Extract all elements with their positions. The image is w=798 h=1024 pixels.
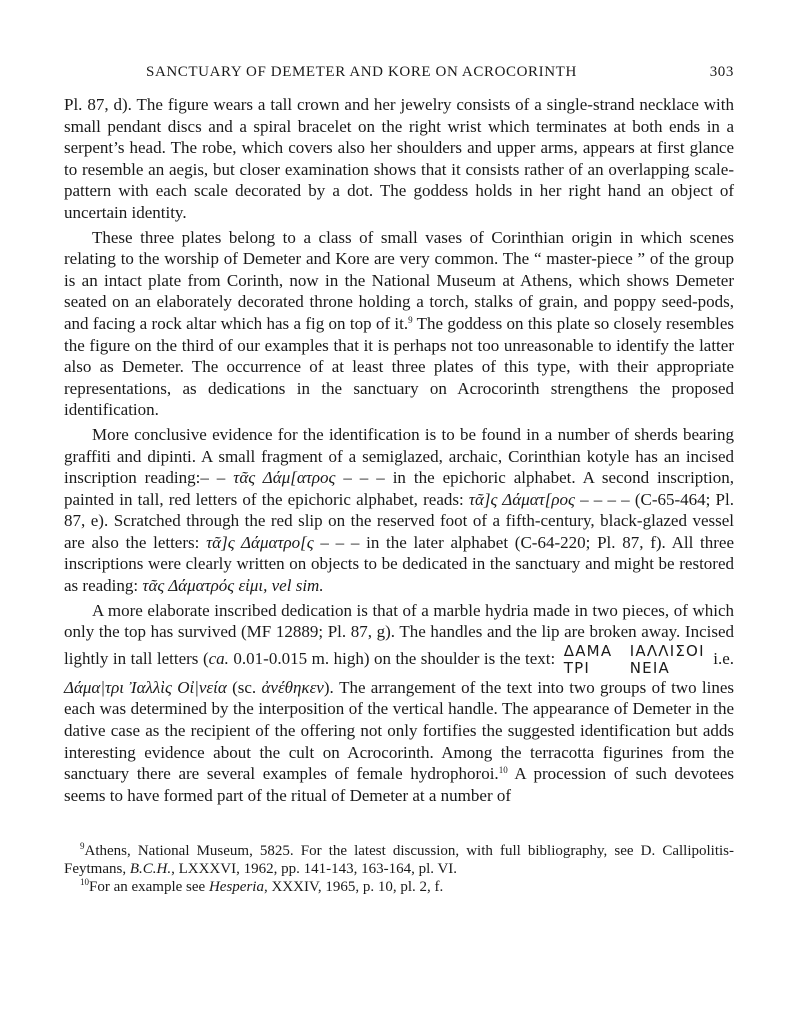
paragraph-4-text-c: i.e. — [708, 648, 734, 668]
greek-verb: ἀνέθηκεν — [261, 677, 324, 697]
paragraph-3-text-b: in the epichoric alphabet. A second inscription, painted in tall, red letters of the epichoric alphabet, reads: — [64, 468, 734, 509]
greek-inscription-1: τᾶς Δάμ[ατρος – – – — [233, 468, 385, 488]
paragraph-4-text-f: A procession of such devotees seems to have formed part of the ritual of Demeter at a number of — [64, 764, 735, 805]
footnote-9-text-b: , LXXXVI, 1962, pp. 141-143, 163-164, pl. VI. — [171, 861, 458, 878]
paragraph-3 — [64, 424, 734, 597]
footnote-ref-9: 9 — [408, 314, 413, 325]
paragraph-4-text-d: (sc. — [226, 677, 262, 697]
paragraph-3-text-d: in the later alphabet (C-64-220; Pl. 87, f). All three inscriptions were clearly written on objects to be dedicated in the sanctuary and might be restored as reading: — [64, 532, 734, 596]
footnote-10-journal: Hesperia — [208, 879, 264, 896]
greek-restoration: τᾶς Δάματρός εἰμι, — [142, 576, 268, 596]
footnotes — [64, 842, 734, 896]
footnote-9-journal: B.C.H. — [129, 861, 172, 878]
inscription-line-2-right: ΝΕΙΑ — [629, 658, 670, 677]
greek-reading: Δάμα|τρι Ἰαλλὶς Οἰ|νεία — [64, 677, 227, 697]
paragraph-4 — [64, 600, 734, 807]
page — [64, 64, 734, 896]
inscription-line-1-left: ΔΑΜΑ — [563, 641, 613, 660]
paragraph-4-text-b: 0.01-0.015 m. high) on the shoulder is the text: — [228, 648, 560, 668]
inscription-line-1 — [564, 642, 705, 660]
footnote-10 — [64, 878, 734, 896]
footnote-9-text-a: Athens, National Museum, 5825. For the latest discussion, with full bibliography, see D. Callipolitis-Feytmans, — [64, 843, 734, 878]
footnote-10-text-a: For an example see — [89, 879, 209, 896]
paragraph-1 — [64, 94, 734, 224]
paragraph-2-text-a: These three plates belong to a class of small vases of Corinthian origin in which scenes relating to the worship of Demeter and Kore are very common. The “ master-piece ” of the group is an intact plate from Corinth, now in the National Museum at Athens, which shows Demeter seated on an elaborately decorated throne holding a torch, stalks of grain, and poppy seed-pods, and facing a rock altar which has a fig on top of it. — [64, 227, 734, 333]
greek-inscription-2: τᾶ]ς Δάματ[ρος – – – – — [468, 489, 630, 509]
ca-abbrev: ca. — [208, 648, 229, 668]
vel-sim: vel sim. — [271, 576, 324, 596]
footnote-ref-10: 10 — [498, 765, 508, 776]
inscription-line-2 — [564, 659, 670, 677]
running-head — [64, 64, 734, 94]
footnote-9-number: 9 — [80, 841, 85, 852]
footnote-9 — [64, 842, 734, 878]
footnote-10-text-b: , XXXIV, 1965, p. 10, pl. 2, f. — [263, 879, 444, 896]
hydria-inscription — [564, 643, 705, 677]
greek-inscription-3: τᾶ]ς Δάματρο[ς – – – — [206, 532, 360, 552]
footnote-10-number: 10 — [80, 877, 89, 888]
page-number: 303 — [709, 64, 734, 80]
paragraph-3-text-a: More conclusive evidence for the identification is to be found in a number of sherds bearing graffiti and dipinti. A small fragment of a semiglazed, archaic, Corinthian kotyle has an incised inscription reading:– – — [64, 424, 734, 488]
paragraph-4-text-e: ). The arrangement of the text into two groups of two lines each was determined by the interposition of the vertical handle. The appearance of Demeter in the dative case as the recipient of the offering not only fortifies the suggested identification but adds interesting evidence about the cult on Acrocorinth. Among the terracotta figurines from the sanctuary there are several examples of female hydrophoroi. — [64, 677, 734, 784]
inscription-line-2-left: ΤΡΙ — [563, 658, 590, 677]
paragraph-4-text-a: A more elaborate inscribed dedication is that of a marble hydria made in two pieces, of which only the top has survived (MF 12889; Pl. 87, g). The handles and the lip are broken away. Incised lightly in tall letters ( — [64, 600, 734, 668]
paragraph-2 — [64, 227, 734, 421]
paragraph-2-text-b: The goddess on this plate so closely resembles the figure on the third of our examples that it is perhaps not too unreasonable to identify the latter also as Demeter. The occurrence of at least three plates of this type, with their appropriate representations, as dedications in the sanctuary on Acrocorinth strengthens the proposed identification. — [64, 313, 734, 420]
running-title: SANCTUARY OF DEMETER AND KORE ON ACROCORINTH — [146, 64, 577, 80]
paragraph-3-text-c: (C-65-464; Pl. 87, e). Scratched through the red slip on the reserved foot of a fifth-century, black-glazed vessel are also the letters: — [64, 489, 734, 552]
inscription-line-1-right: ΙΑΛΛΙΣΟΙ — [629, 641, 705, 660]
paragraph-1-text: Pl. 87, d). The figure wears a tall crown and her jewelry consists of a single-strand necklace with small pendant discs and a spiral bracelet on the right wrist which terminates at both ends in a serpent’s head. The robe, which covers also her shoulders and upper arms, appears at first glance to resemble an aegis, but closer examination shows that it consists rather of an overlapping scale-pattern with each scale decorated by a dot. The goddess holds in her right hand an object of uncertain identity. — [64, 95, 734, 222]
